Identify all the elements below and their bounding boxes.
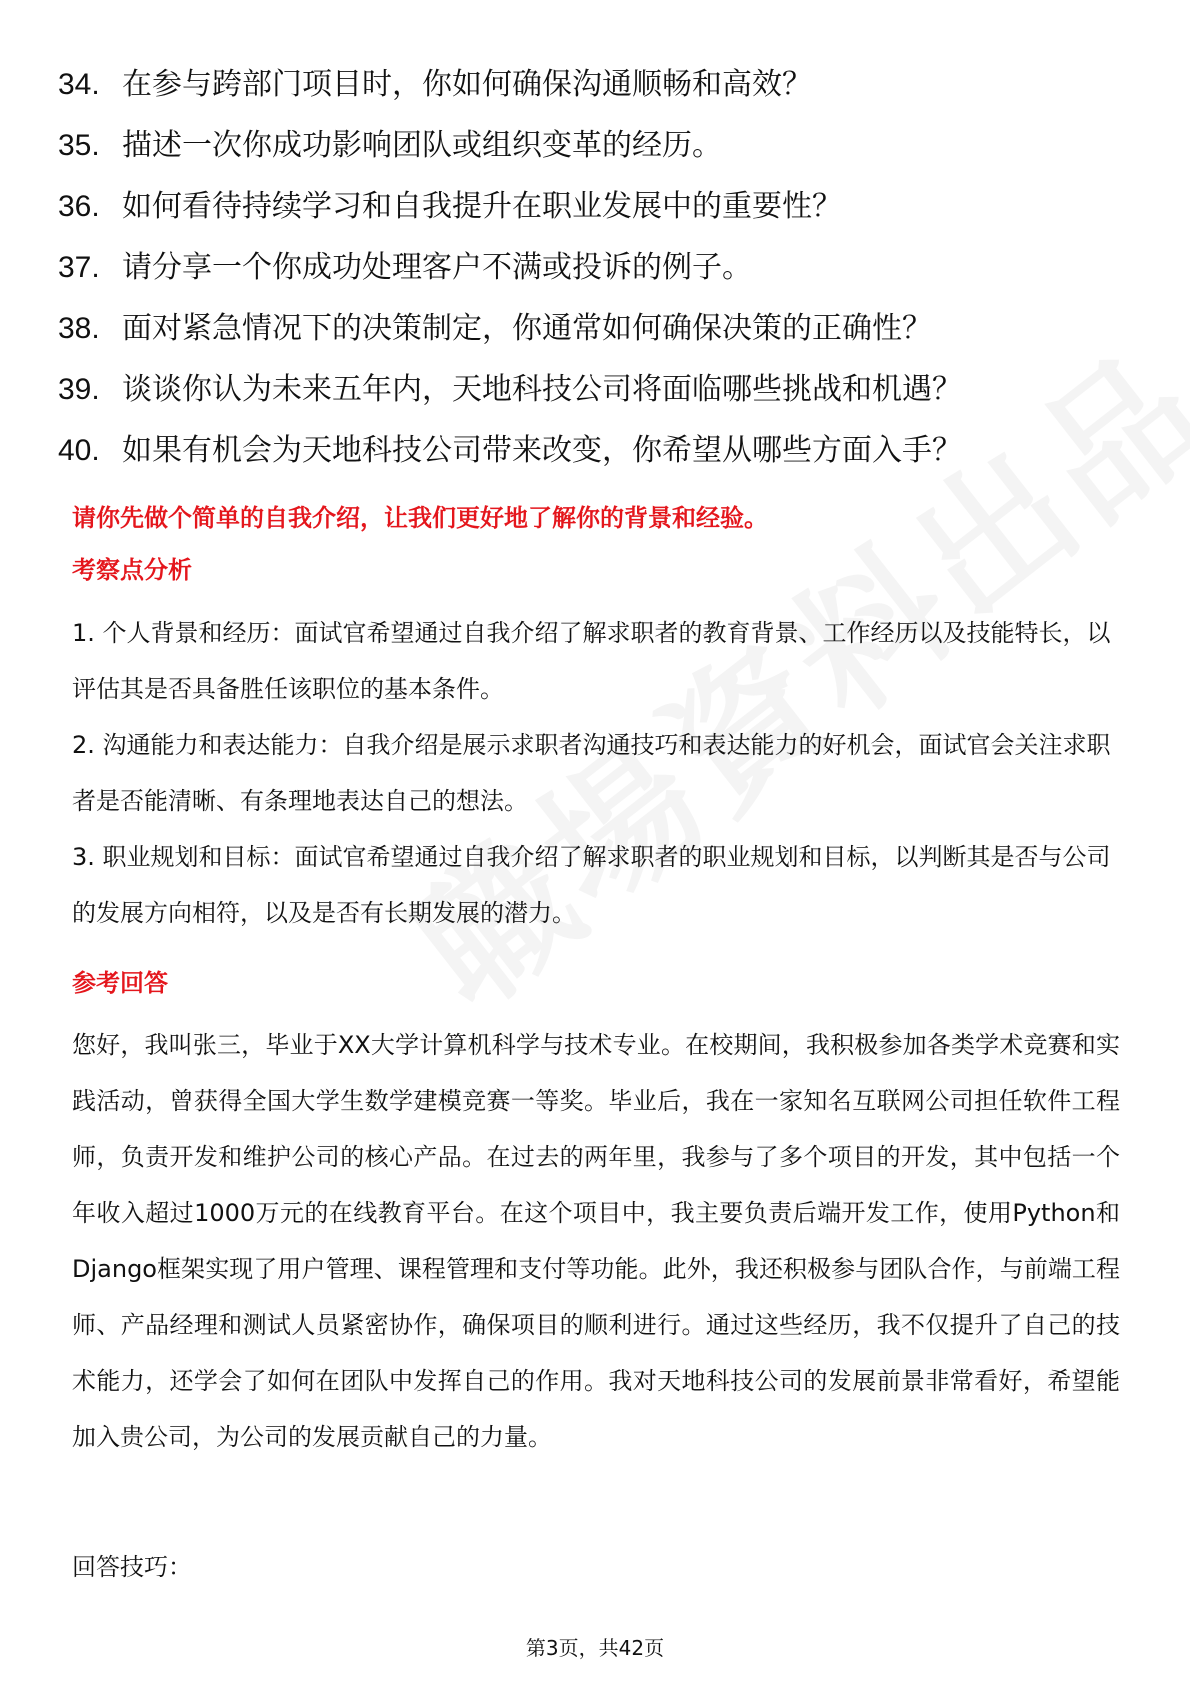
highlighted-question: 请你先做个简单的自我介绍，让我们更好地了解你的背景和经验。: [72, 504, 768, 532]
question-item: [58, 237, 1138, 298]
analysis-point: 3. 职业规划和目标：面试官希望通过自我介绍了解求职者的职业规划和目标，以判断其是否与公司的发展方向相符，以及是否有长期发展的潜力。: [72, 843, 1111, 927]
question-number: 36.: [58, 189, 100, 223]
question-text: 请分享一个你成功处理客户不满或投诉的例子。: [122, 249, 752, 285]
answer-tips-label: 回答技巧：: [72, 1553, 192, 1581]
question-text: 描述一次你成功影响团队或组织变革的经历。: [122, 127, 722, 163]
analysis-point: 1. 个人背景和经历：面试官希望通过自我介绍了解求职者的教育背景、工作经历以及技能特长，以评估其是否具备胜任该职位的基本条件。: [72, 619, 1111, 703]
question-item: [58, 359, 1138, 420]
answer-heading: 参考回答: [72, 969, 168, 997]
analysis-points: [72, 605, 1122, 941]
question-text: 谈谈你认为未来五年内，天地科技公司将面临哪些挑战和机遇？: [122, 371, 962, 407]
question-item: [58, 115, 1138, 176]
question-text: 如何看待持续学习和自我提升在职业发展中的重要性？: [122, 188, 842, 224]
question-item: [58, 420, 1138, 481]
question-text: 如果有机会为天地科技公司带来改变，你希望从哪些方面入手？: [122, 432, 962, 468]
question-list: [58, 54, 1138, 481]
question-number: 35.: [58, 128, 100, 162]
reference-answer-text: 您好，我叫张三，毕业于XX大学计算机科学与技术专业。在校期间，我积极参加各类学术竞赛和实践活动，曾获得全国大学生数学建模竞赛一等奖。毕业后，我在一家知名互联网公司担任软件工程师，负责开发和维护公司的核心产品。在过去的两年里，我参与了多个项目的开发，其中包括一个年收入超过1000万元的在线教育平台。在这个项目中，我主要负责后端开发工作，使用Python和Django框架实现了用户管理、课程管理和支付等功能。此外，我还积极参与团队合作，与前端工程师、产品经理和测试人员紧密协作，确保项目的顺利进行。通过这些经历，我不仅提升了自己的技术能力，还学会了如何在团队中发挥自己的作用。我对天地科技公司的发展前景非常看好，希望能加入贵公司，为公司的发展贡献自己的力量。: [72, 1031, 1120, 1451]
question-number: 37.: [58, 250, 100, 284]
question-text: 在参与跨部门项目时，你如何确保沟通顺畅和高效？: [122, 66, 812, 102]
question-item: [58, 54, 1138, 115]
question-number: 34.: [58, 67, 100, 101]
question-number: 38.: [58, 311, 100, 345]
analysis-point: 2. 沟通能力和表达能力：自我介绍是展示求职者沟通技巧和表达能力的好机会，面试官会关注求职者是否能清晰、有条理地表达自己的想法。: [72, 731, 1111, 815]
question-item: [58, 298, 1138, 359]
question-item: [58, 176, 1138, 237]
question-number: 39.: [58, 372, 100, 406]
question-text: 面对紧急情况下的决策制定，你通常如何确保决策的正确性？: [122, 310, 932, 346]
analysis-heading: 考察点分析: [72, 556, 192, 584]
question-number: 40.: [58, 433, 100, 467]
page-number-footer: 第3页，共42页: [525, 1636, 665, 1660]
